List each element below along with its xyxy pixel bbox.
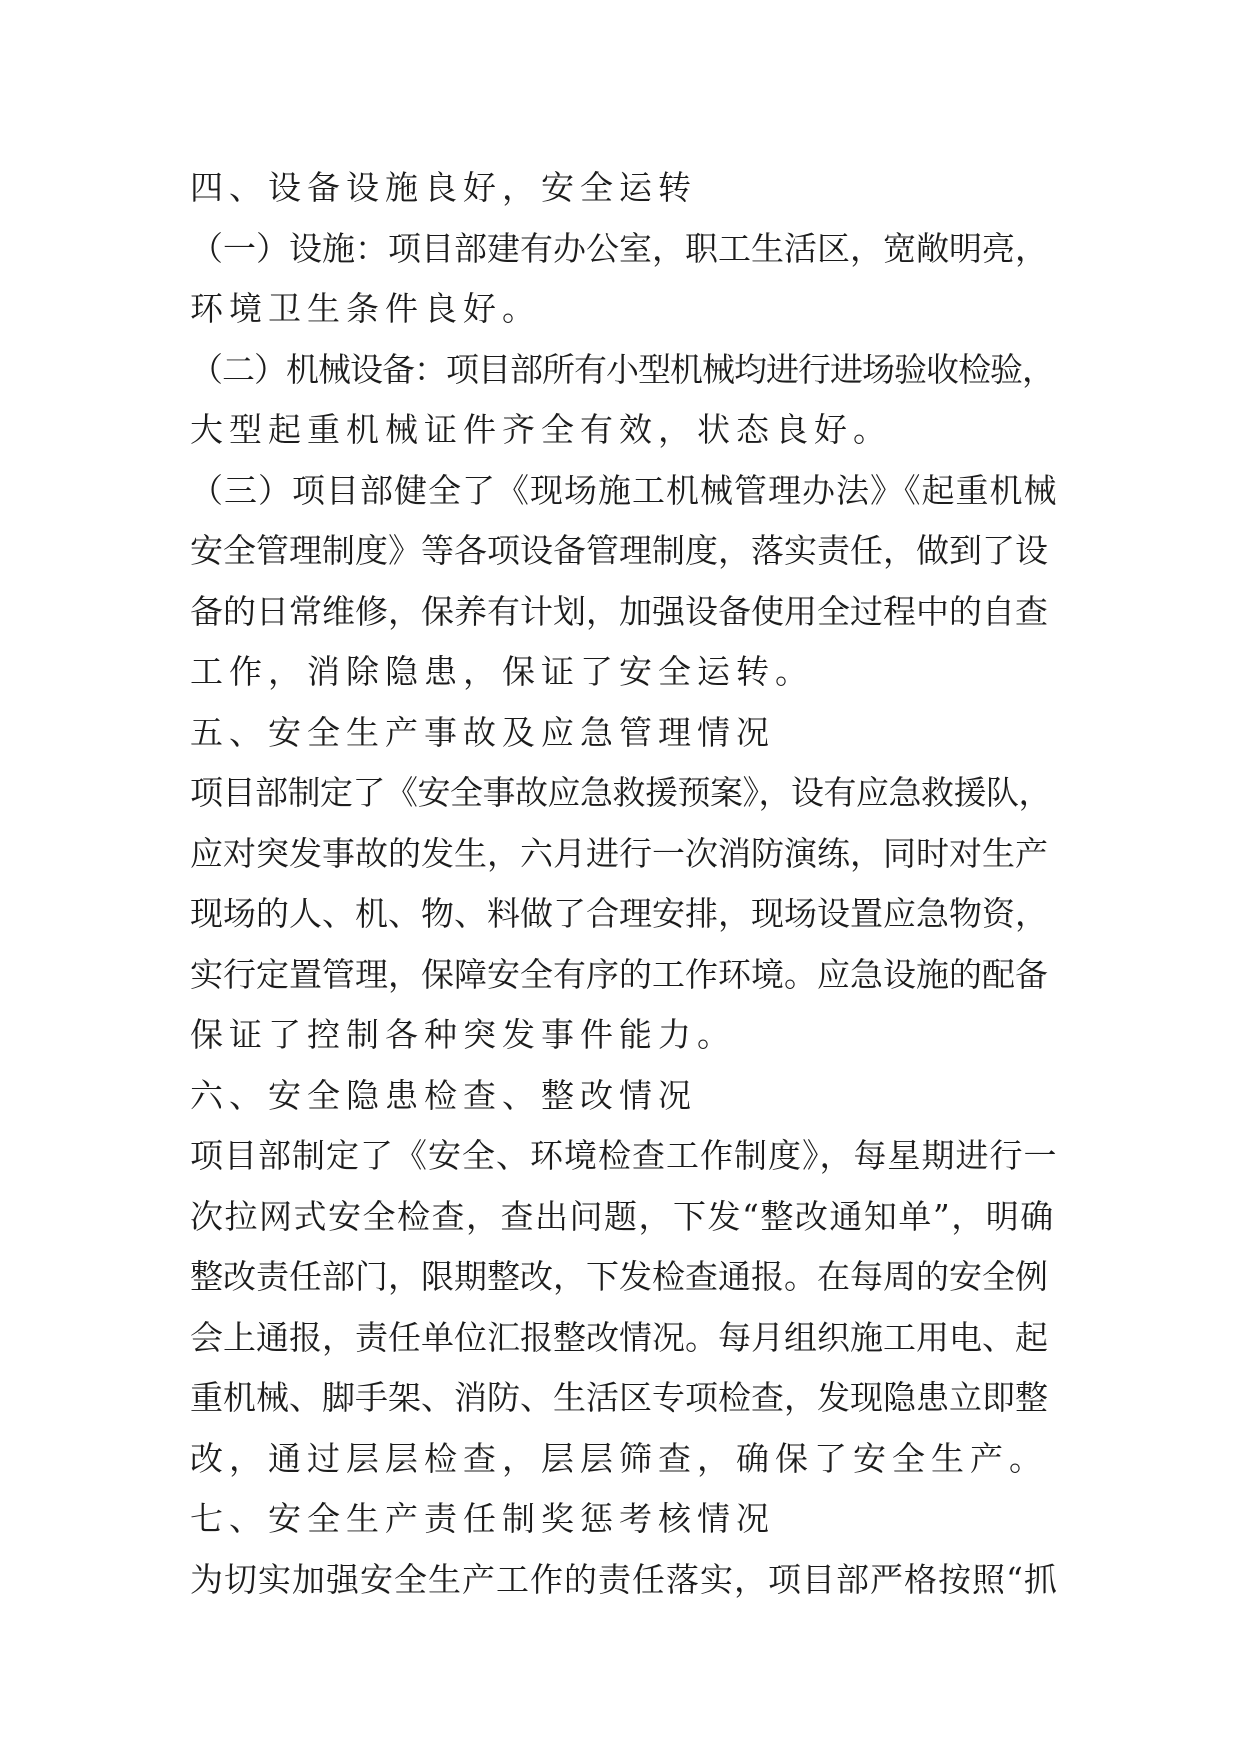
paragraph-line: 大型起重机械证件齐全有效，状态良好。 bbox=[190, 410, 892, 449]
section-heading-7: 七、安全生产责任制奖惩考核情况 bbox=[190, 1499, 775, 1538]
paragraph-line: 安全管理制度》等各项设备管理制度，落实责任，做到了设 bbox=[190, 531, 1048, 570]
section-heading-6: 六、安全隐患检查、整改情况 bbox=[190, 1075, 697, 1115]
paragraph-line: 备的日常维修，保养有计划，加强设备使用全过程中的自查 bbox=[190, 591, 1048, 631]
paragraph-line: 保证了控制各种突发事件能力。 bbox=[190, 1015, 736, 1054]
paragraph-line: 项目部制定了《安全、环境检查工作制度》，每星期进行一 bbox=[190, 1136, 1058, 1175]
paragraph-line: 次拉网式安全检查，查出问题，下发“整改通知单”，明确 bbox=[190, 1196, 1055, 1236]
paragraph-line: 应对突发事故的发生，六月进行一次消防演练，同时对生产 bbox=[190, 833, 1048, 873]
paragraph-line: 工作，消除隐患，保证了安全运转。 bbox=[190, 652, 814, 691]
paragraph-line: 改，通过层层检查，层层筛查，确保了安全生产。 bbox=[190, 1438, 1048, 1478]
paragraph-line: 整改责任部门，限期整改，下发检查通报。在每周的安全例 bbox=[190, 1257, 1048, 1296]
document-body bbox=[190, 158, 1058, 1610]
paragraph-line: 现场的人、机、物、料做了合理安排，现场设置应急物资， bbox=[190, 894, 1048, 933]
paragraph-line: 为切实加强安全生产工作的责任落实，项目部严格按照“抓 bbox=[190, 1559, 1058, 1599]
paragraph-line: 项目部制定了《安全事故应急救援预案》，设有应急救援队， bbox=[190, 773, 1051, 812]
paragraph-line: 会上通报，责任单位汇报整改情况。每月组织施工用电、起 bbox=[190, 1317, 1048, 1357]
paragraph-line: （三）项目部健全了《现场施工机械管理办法》《起重机械 bbox=[190, 470, 1058, 510]
paragraph-line: 重机械、脚手架、消防、生活区专项检查，发现隐患立即整 bbox=[190, 1378, 1048, 1417]
paragraph-line: （一）设施：项目部建有办公室，职工生活区，宽敞明亮， bbox=[190, 228, 1048, 268]
section-heading-4: 四、设备设施良好，安全运转 bbox=[190, 168, 697, 207]
section-heading-5: 五、安全生产事故及应急管理情况 bbox=[190, 712, 775, 752]
paragraph-line: （二）机械设备：项目部所有小型机械均进行进场验收检验， bbox=[190, 349, 1054, 389]
paragraph-line: 实行定置管理，保障安全有序的工作环境。应急设施的配备 bbox=[190, 954, 1048, 994]
paragraph-line: 环境卫生条件良好。 bbox=[190, 289, 541, 328]
